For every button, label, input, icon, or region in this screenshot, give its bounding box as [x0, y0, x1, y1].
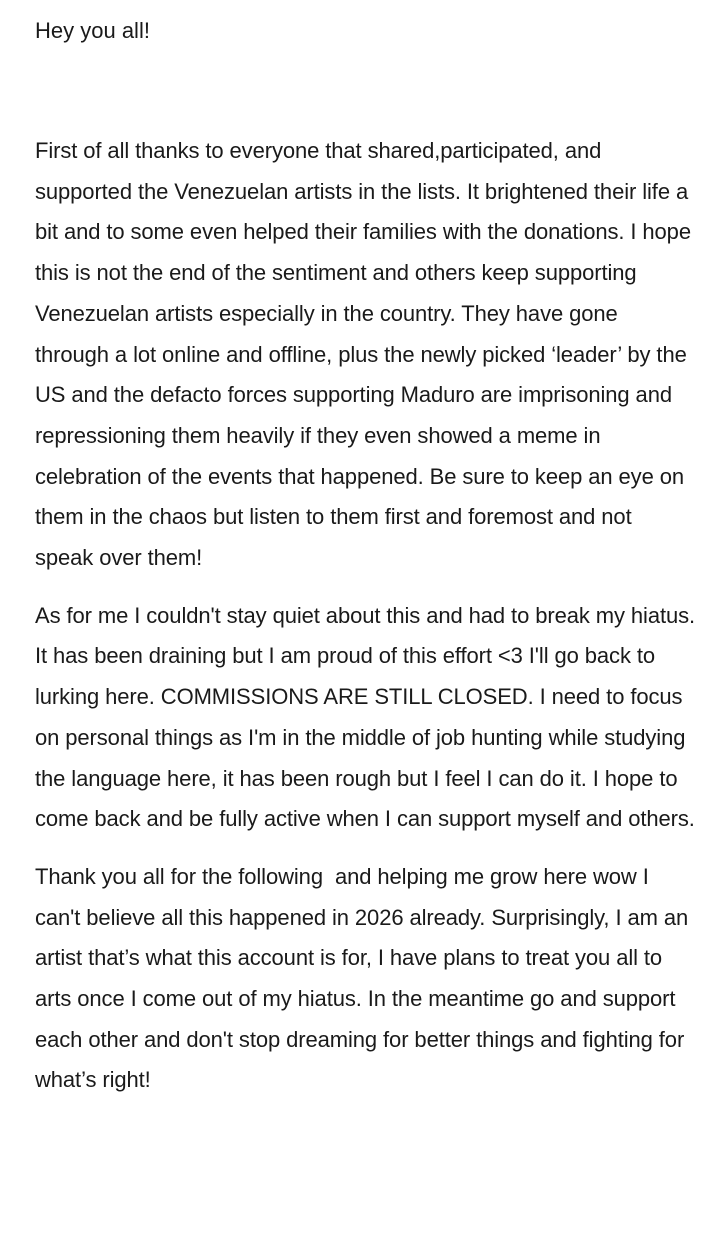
- note-body: [35, 0, 702, 1101]
- paragraph-thanks: First of all thanks to everyone that shared,participated, and supported the Venezuelan artists in the lists. It brightened their life a bit and to some even helped their families with the donations. I hope this is not the end of the sentiment and others keep supporting Venezuelan artists especially in the country. They have gone through a lot online and offline, plus the newly picked ‘leader’ by the US and the defacto forces supporting Maduro are imprisoning and repressioning them heavily if they even showed a meme in celebration of the events that happened. Be sure to keep an eye on them in the chaos but listen to them first and foremost and not speak over them!: [35, 138, 697, 571]
- paragraph-hiatus: As for me I couldn't stay quiet about this and had to break my hiatus. It has been draining but I am proud of this effort <3 I'll go back to lurking here. COMMISSIONS ARE STILL CLOSED. I need to focus on personal things as I'm in the middle of job hunting while studying the language here, it has been rough but I feel I can do it. I hope to come back and be fully active when I can support myself and others.: [35, 602, 702, 832]
- greeting-text: Hey you all!: [35, 18, 150, 43]
- paragraph-closing: Thank you all for the following and helping me grow here wow I can't believe all this happened in 2026 already. Surprisingly, I am an artist that’s what this account is for, I have plans to treat you all to arts once I come out of my hiatus. In the meantime go and support each other and don't stop dreaming for better things and fighting for what’s right!: [35, 863, 695, 1093]
